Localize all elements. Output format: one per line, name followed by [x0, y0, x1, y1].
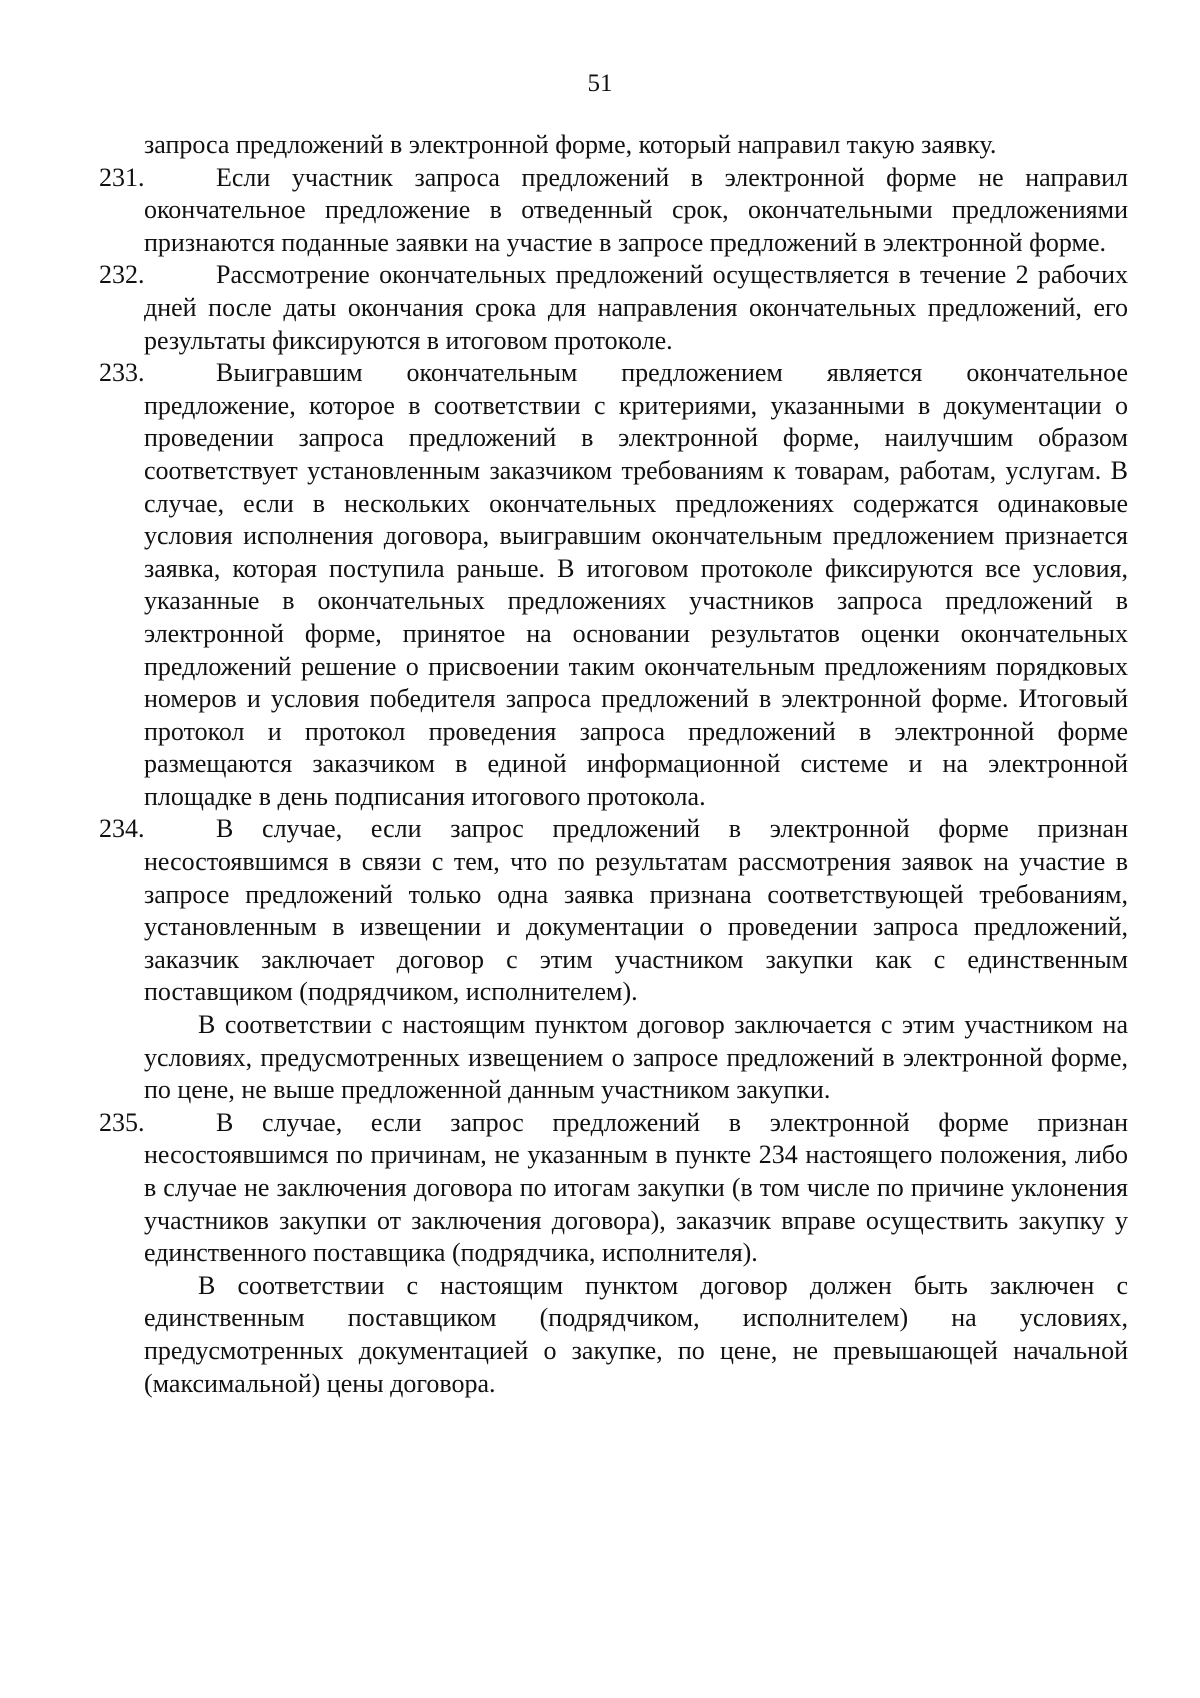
- paragraph-number: 235.: [99, 1107, 145, 1137]
- document-body: [99, 129, 1128, 1400]
- paragraph-235: [99, 1107, 1128, 1270]
- paragraph-number: 232.: [99, 260, 145, 290]
- paragraph-text: В соответствии с настоящим пунктом договор заключается с этим участником на условиях, предусмотренных извещением о запросе предложений в электронной форме, по цене, не выше предложенной данным участником закупки.: [144, 1010, 1128, 1105]
- paragraph-234-subclause: [144, 1009, 1128, 1107]
- paragraph-number: 231.: [99, 162, 145, 192]
- paragraph-232: [99, 259, 1128, 357]
- paragraph-text: В случае, если запрос предложений в электронной форме признан несостоявшимся в связи с тем, что по результатам рассмотрения заявок на участие в запросе предложений только одна заявка признана соответствующей требованиям, установленным в извещении и документации о проведении запроса предложений, заказчик заключает договор с этим участником закупки как с единственным поставщиком (подрядчиком, исполнителем).: [144, 814, 1128, 1007]
- paragraph-text: В случае, если запрос предложений в электронной форме признан несостоявшимся по причинам, не указанным в пункте 234 настоящего положения, либо в случае не заключения договора по итогам закупки (в том числе по причине уклонения участников закупки от заключения договора), заказчик вправе осуществить закупку у единственного поставщика (подрядчика, исполнителя).: [144, 1107, 1128, 1268]
- paragraph-number: 233.: [99, 358, 145, 388]
- paragraph-text: Выигравшим окончательным предложением является окончательное предложение, которое в соответствии с критериями, указанными в документации о проведении запроса предложений в электронной форме, наилучшим образом соответствует установленным заказчиком требованиям к товарам, работам, услугам. В случае, если в нескольких окончательных предложениях содержатся одинаковые условия исполнения договора, выигравшим окончательным предложением признается заявка, которая поступила раньше. В итоговом протоколе фиксируются все условия, указанные в окончательных предложениях участников запроса предложений в электронной форме, принятое на основании результатов оценки окончательных предложений решение о присвоении таким окончательным предложениям порядковых номеров и условия победителя запроса предложений в электронной форме. Итоговый протокол и протокол проведения запроса предложений в электронной форме размещаются заказчиком в единой информационной системе и на электронной площадке в день подписания итогового протокола.: [144, 358, 1128, 811]
- paragraph-233: [99, 357, 1128, 813]
- paragraph-text: Рассмотрение окончательных предложений осуществляется в течение 2 рабочих дней после даты окончания срока для направления окончательных предложений, его результаты фиксируются в итоговом протоколе.: [144, 260, 1128, 355]
- paragraph-number: 234.: [99, 814, 145, 844]
- paragraph-text: Если участник запроса предложений в электронной форме не направил окончательное предложение в отведенный срок, окончательными предложениями признаются поданные заявки на участие в запросе предложений в электронной форме.: [144, 162, 1128, 257]
- paragraph-235-subclause: [144, 1270, 1128, 1400]
- paragraph-text: запроса предложений в электронной форме, который направил такую заявку.: [144, 130, 997, 159]
- paragraph-text: В соответствии с настоящим пунктом договор должен быть заключен с единственным поставщиком (подрядчиком, исполнителем) на условиях, предусмотренных документацией о закупке, по цене, не превышающей начальной (максимальной) цены договора.: [144, 1270, 1128, 1398]
- page-number: 51: [587, 70, 613, 97]
- paragraph-231: [99, 162, 1128, 260]
- paragraph-234: [99, 813, 1128, 1009]
- paragraph-continuation: [144, 129, 1128, 162]
